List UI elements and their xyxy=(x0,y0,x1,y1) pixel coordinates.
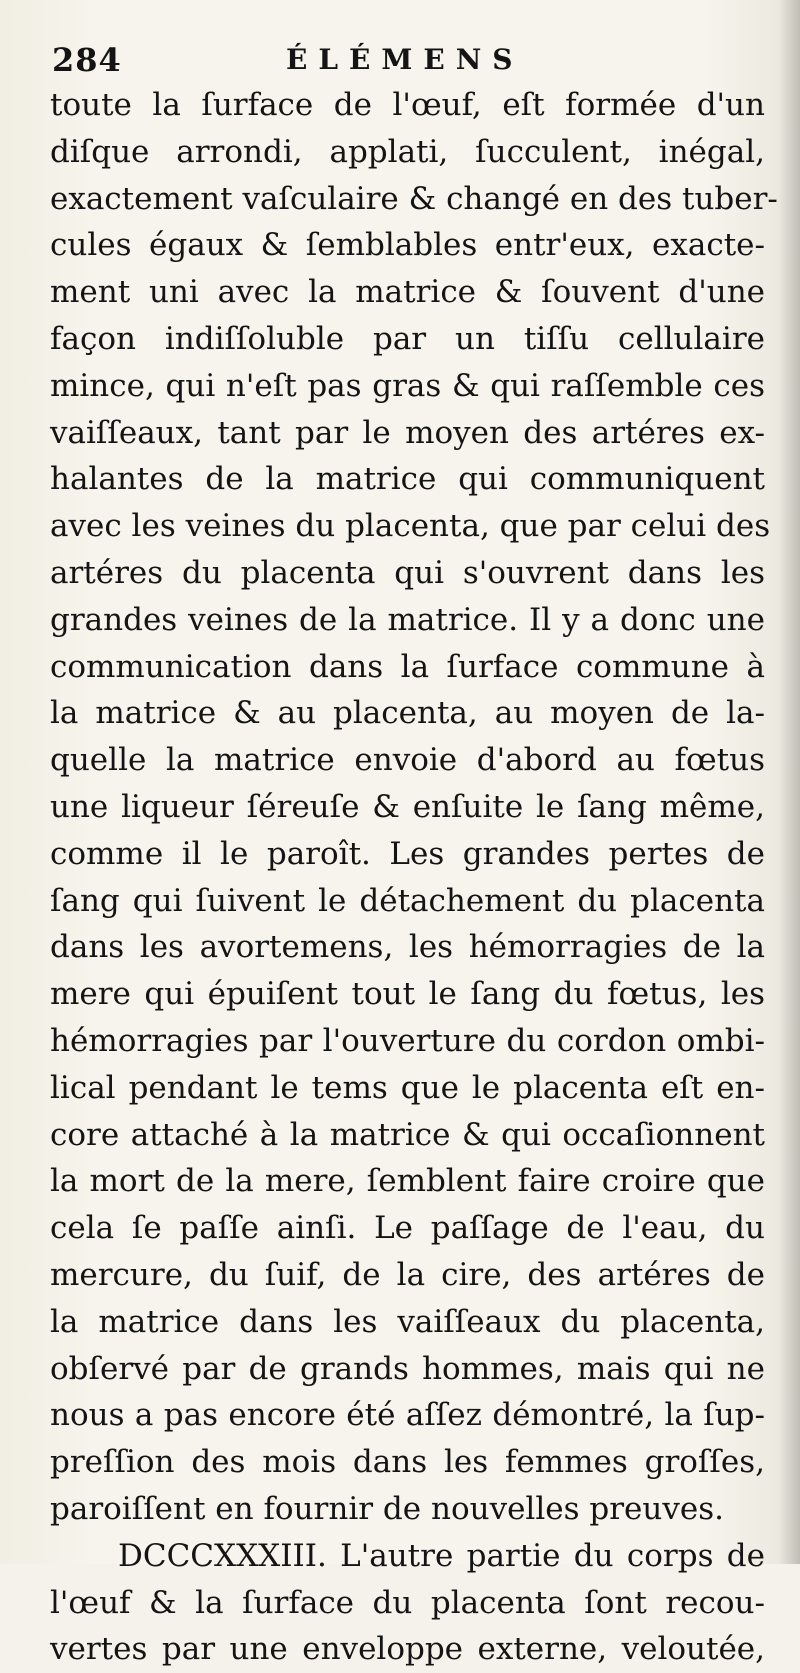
text-line: mere qui épuiſent tout le ſang du fœtus, les xyxy=(50,976,765,1013)
text-line: hémorragies par l'ouverture du cordon ombi- xyxy=(50,1022,765,1059)
text-line: grandes veines de la matrice. Il y a donc une xyxy=(50,601,765,638)
text-line: une liqueur ſéreuſe & enſuite le ſang même, xyxy=(50,788,765,825)
section-start-line: DCCCXXXIII. L'autre partie du corps de xyxy=(118,1537,765,1574)
text-line: lical pendant le tems que le placenta eſt en- xyxy=(50,1069,765,1106)
text-line: mercure, du ſuif, de la cire, des artéres de xyxy=(50,1256,765,1293)
text-line: la matrice & au placenta, au moyen de la- xyxy=(50,695,765,732)
paragraph-end-line: paroiſſent en fournir de nouvelles preuves. xyxy=(50,1490,724,1527)
running-title: ÉLÉMENS xyxy=(286,43,524,76)
page-number: 284 xyxy=(52,41,122,79)
text-line: core attaché à la matrice & qui occaſionnent xyxy=(50,1116,765,1153)
text-line: toute la ſurface de l'œuf, eſt formée d'un xyxy=(50,87,765,123)
text-line: halantes de la matrice qui communiquent xyxy=(50,461,765,498)
text-line: vaiſſeaux, tant par le moyen des artéres ex- xyxy=(50,414,765,451)
body-text xyxy=(50,82,778,1673)
page-header xyxy=(52,38,752,82)
text-line: dans les avortemens, les hémorragies de la xyxy=(50,929,765,966)
text-line: cules égaux & ſemblables entr'eux, exacte- xyxy=(50,227,765,264)
text-line: avec les veines du placenta, que par celui des xyxy=(50,508,771,545)
text-line: preſſion des mois dans les femmes groſſes, xyxy=(50,1444,765,1481)
text-line: obſervé par de grands hommes, mais qui ne xyxy=(50,1350,765,1387)
text-line: artéres du placenta qui s'ouvrent dans les xyxy=(50,554,765,591)
text-line: ſang qui ſuivent le détachement du placenta xyxy=(50,882,765,919)
text-line: diſque arrondi, applati, ſucculent, inégal, xyxy=(50,133,765,170)
text-line: nous a pas encore été aſſez démontré, la ſup- xyxy=(50,1397,765,1434)
text-line: vertes par une enveloppe externe, veloutée, xyxy=(50,1631,765,1668)
text-line: exactement vaſculaire & changé en des tuber- xyxy=(50,180,778,217)
text-line: communication dans la ſurface commune à xyxy=(50,648,765,685)
text-line: comme il le paroît. Les grandes pertes de xyxy=(50,835,765,872)
text-line: cela ſe paſſe ainſi. Le paſſage de l'eau, du xyxy=(50,1210,765,1247)
text-line: ment uni avec la matrice & ſouvent d'une xyxy=(50,274,765,311)
text-line: l'œuf & la ſurface du placenta ſont recou- xyxy=(50,1584,765,1621)
text-line: la mort de la mere, ſemblent faire croire que xyxy=(50,1163,765,1200)
text-line: la matrice dans les vaiſſeaux du placenta, xyxy=(50,1303,765,1340)
text-line: façon indiſſoluble par un tiſſu cellulaire xyxy=(50,320,765,357)
text-line: mince, qui n'eſt pas gras & qui raſſemble ces xyxy=(50,367,765,404)
page-gutter-shadow xyxy=(778,0,800,1564)
text-line: quelle la matrice envoie d'abord au fœtus xyxy=(50,742,765,779)
